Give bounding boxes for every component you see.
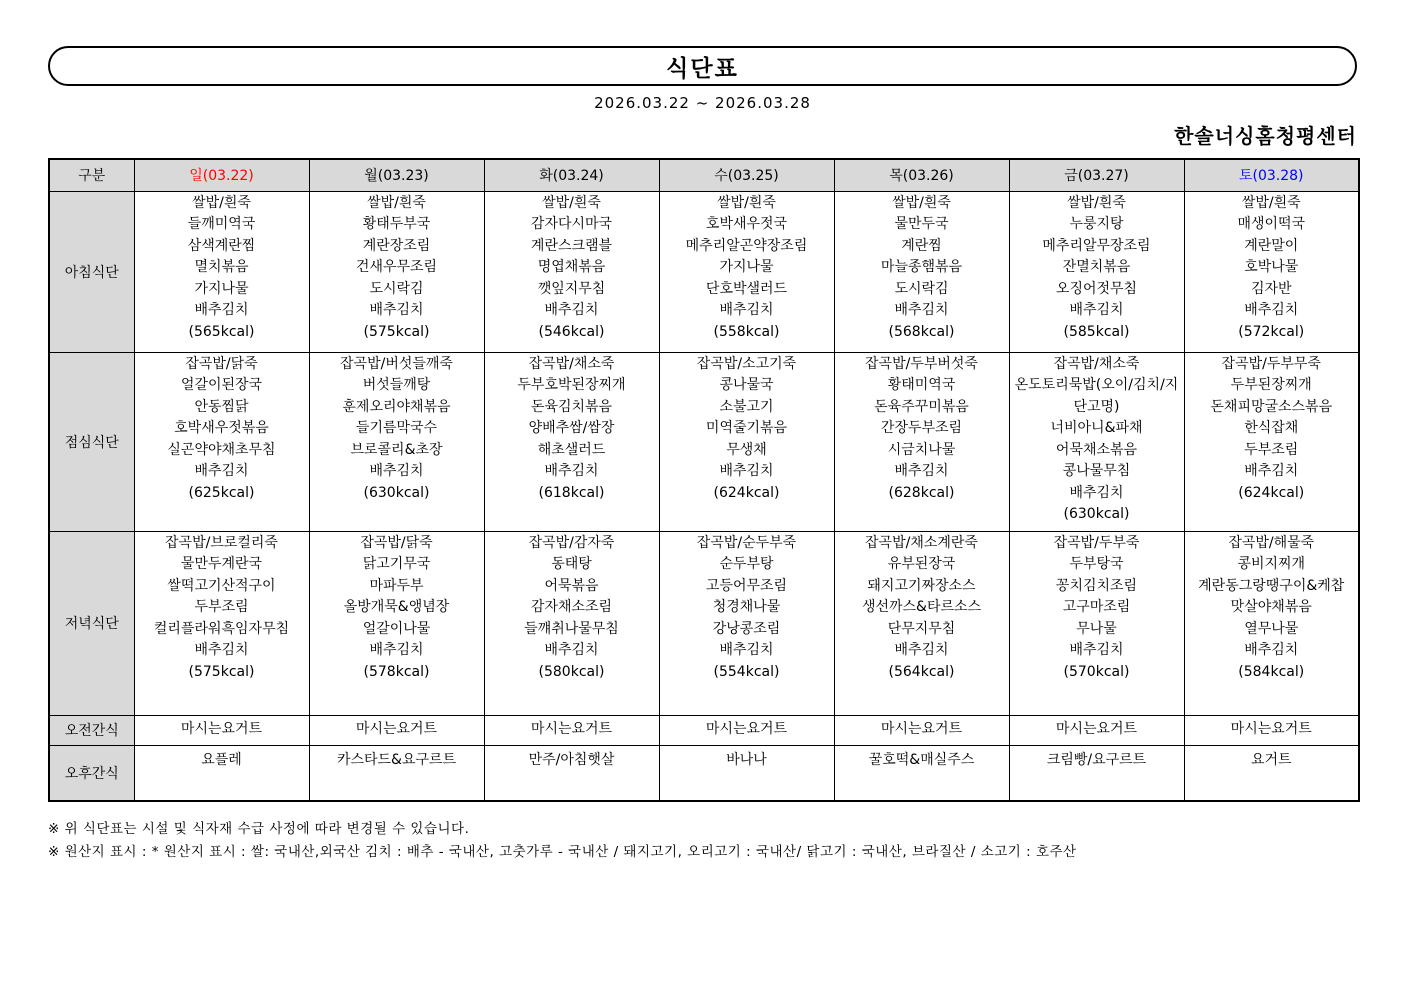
menu-cell-breakfast-day1: 쌀밥/흰죽 황태두부국 계란장조림 건새우무조림 도시락김 배추김치 (575kcal) xyxy=(309,191,484,352)
row-label-afternoon-snack: 오후간식 xyxy=(49,745,134,801)
menu-cell-morning-snack-day2: 마시는요거트 xyxy=(484,715,659,745)
menu-cell-lunch-day1: 잡곡밥/버섯들깨죽 버섯들깨탕 훈제오리야채볶음 들기름막국수 브로콜리&초장 배추김치 (630kcal) xyxy=(309,352,484,531)
table-body xyxy=(49,191,1359,801)
menu-cell-afternoon-snack-day6: 요거트 xyxy=(1184,745,1359,801)
center-name: 한솔너싱홈청평센터 xyxy=(1174,124,1357,148)
row-label-lunch: 점심식단 xyxy=(49,352,134,531)
title-box xyxy=(48,46,1357,86)
menu-cell-lunch-day4: 잡곡밥/두부버섯죽 황태미역국 돈육주꾸미볶음 간장두부조림 시금치나물 배추김치 (628kcal) xyxy=(834,352,1009,531)
menu-cell-morning-snack-day4: 마시는요거트 xyxy=(834,715,1009,745)
note-change-disclaimer: ※ 위 식단표는 시설 및 식자재 수급 사정에 따라 변경될 수 있습니다. xyxy=(48,821,470,837)
day-header-4: 목(03.26) xyxy=(834,159,1009,191)
date-range: 2026.03.22 ~ 2026.03.28 xyxy=(594,94,811,112)
note-origin-labeling: ※ 원산지 표시 : * 원산지 표시 : 쌀: 국내산,외국산 김치 : 배추 - 국내산, 고춧가루 - 국내산 / 돼지고기, 오리고기 : 국내산/ 닭고기 : 국내산, 브라질산 / 소고기 : 호주산 xyxy=(48,844,1077,860)
menu-cell-lunch-day3: 잡곡밥/소고기죽 콩나물국 소불고기 미역줄기볶음 무생채 배추김치 (624kcal) xyxy=(659,352,834,531)
day-header-6: 토(03.28) xyxy=(1184,159,1359,191)
menu-cell-morning-snack-day6: 마시는요거트 xyxy=(1184,715,1359,745)
menu-cell-afternoon-snack-day0: 요플레 xyxy=(134,745,309,801)
day-header-1: 월(03.23) xyxy=(309,159,484,191)
header-row xyxy=(49,159,1359,191)
menu-cell-breakfast-day5: 쌀밥/흰죽 누룽지탕 메추리알무장조림 잔멸치볶음 오징어젓무침 배추김치 (585kcal) xyxy=(1009,191,1184,352)
menu-table xyxy=(48,158,1360,802)
menu-cell-dinner-day1: 잡곡밥/닭죽 닭고기무국 마파두부 올방개묵&앵념장 얼갈이나물 배추김치 (578kcal) xyxy=(309,531,484,715)
day-header-2: 화(03.24) xyxy=(484,159,659,191)
menu-cell-lunch-day2: 잡곡밥/채소죽 두부호박된장찌개 돈육김치볶음 양배추쌈/쌈장 해초샐러드 배추김치 (618kcal) xyxy=(484,352,659,531)
row-dinner xyxy=(49,531,1359,715)
row-breakfast xyxy=(49,191,1359,352)
menu-cell-lunch-day6: 잡곡밥/두부무죽 두부된장찌개 돈채피망굴소스볶음 한식잡채 두부조림 배추김치 (624kcal) xyxy=(1184,352,1359,531)
day-header-3: 수(03.25) xyxy=(659,159,834,191)
menu-cell-morning-snack-day3: 마시는요거트 xyxy=(659,715,834,745)
row-afternoon-snack xyxy=(49,745,1359,801)
menu-cell-breakfast-day6: 쌀밥/흰죽 매생이떡국 계란말이 호박나물 김자반 배추김치 (572kcal) xyxy=(1184,191,1359,352)
menu-cell-afternoon-snack-day5: 크림빵/요구르트 xyxy=(1009,745,1184,801)
menu-cell-morning-snack-day0: 마시는요거트 xyxy=(134,715,309,745)
table-header xyxy=(49,159,1359,191)
menu-cell-dinner-day0: 잡곡밥/브로컬리죽 물만두계란국 쌀떡고기산적구이 두부조림 컬리플라워흑임자무침 배추김치 (575kcal) xyxy=(134,531,309,715)
row-label-breakfast: 아침식단 xyxy=(49,191,134,352)
menu-cell-morning-snack-day5: 마시는요거트 xyxy=(1009,715,1184,745)
menu-cell-dinner-day5: 잡곡밥/두부죽 두부탕국 꽁치김치조림 고구마조림 무나물 배추김치 (570kcal) xyxy=(1009,531,1184,715)
menu-cell-breakfast-day0: 쌀밥/흰죽 들깨미역국 삼색계란찜 멸치볶음 가지나물 배추김치 (565kcal) xyxy=(134,191,309,352)
menu-cell-morning-snack-day1: 마시는요거트 xyxy=(309,715,484,745)
menu-cell-dinner-day6: 잡곡밥/해물죽 콩비지찌개 계란동그랑땡구이&케찹 맛살야채볶음 열무나물 배추김치 (584kcal) xyxy=(1184,531,1359,715)
menu-cell-breakfast-day2: 쌀밥/흰죽 감자다시마국 계란스크램블 명엽채볶음 깻잎지무침 배추김치 (546kcal) xyxy=(484,191,659,352)
menu-cell-dinner-day4: 잡곡밥/채소계란죽 유부된장국 돼지고기짜장소스 생선까스&타르소스 단무지무침 배추김치 (564kcal) xyxy=(834,531,1009,715)
row-lunch xyxy=(49,352,1359,531)
menu-cell-dinner-day3: 잡곡밥/순두부죽 순두부탕 고등어무조림 청경채나물 강낭콩조림 배추김치 (554kcal) xyxy=(659,531,834,715)
menu-cell-breakfast-day3: 쌀밥/흰죽 호박새우젓국 메추리알곤약장조림 가지나물 단호박샐러드 배추김치 (558kcal) xyxy=(659,191,834,352)
menu-cell-afternoon-snack-day2: 만주/아침햇살 xyxy=(484,745,659,801)
menu-cell-breakfast-day4: 쌀밥/흰죽 물만두국 계란찜 마늘종햄볶음 도시락김 배추김치 (568kcal) xyxy=(834,191,1009,352)
menu-cell-afternoon-snack-day3: 바나나 xyxy=(659,745,834,801)
day-header-0: 일(03.22) xyxy=(134,159,309,191)
row-label-dinner: 저녁식단 xyxy=(49,531,134,715)
day-header-5: 금(03.27) xyxy=(1009,159,1184,191)
menu-cell-dinner-day2: 잡곡밥/감자죽 동태탕 어묵볶음 감자채소조림 들꺠취나물무침 배추김치 (580kcal) xyxy=(484,531,659,715)
corner-header: 구분 xyxy=(49,159,134,191)
row-label-morning-snack: 오전간식 xyxy=(49,715,134,745)
page-title: 식단표 xyxy=(666,55,739,82)
row-morning-snack xyxy=(49,715,1359,745)
menu-cell-lunch-day0: 잡곡밥/닭죽 얼갈이된장국 안동찜닭 호박새우젓볶음 실곤약야채초무침 배추김치 (625kcal) xyxy=(134,352,309,531)
menu-cell-lunch-day5: 잡곡밥/채소죽 온도토리묵밥(오이/김치/지단고명) 너비아니&파채 어묵채소볶음 콩나물무침 배추김치 (630kcal) xyxy=(1009,352,1184,531)
menu-cell-afternoon-snack-day1: 카스타드&요구르트 xyxy=(309,745,484,801)
footer-notes xyxy=(48,818,1358,864)
menu-cell-afternoon-snack-day4: 꿀호떡&매실주스 xyxy=(834,745,1009,801)
